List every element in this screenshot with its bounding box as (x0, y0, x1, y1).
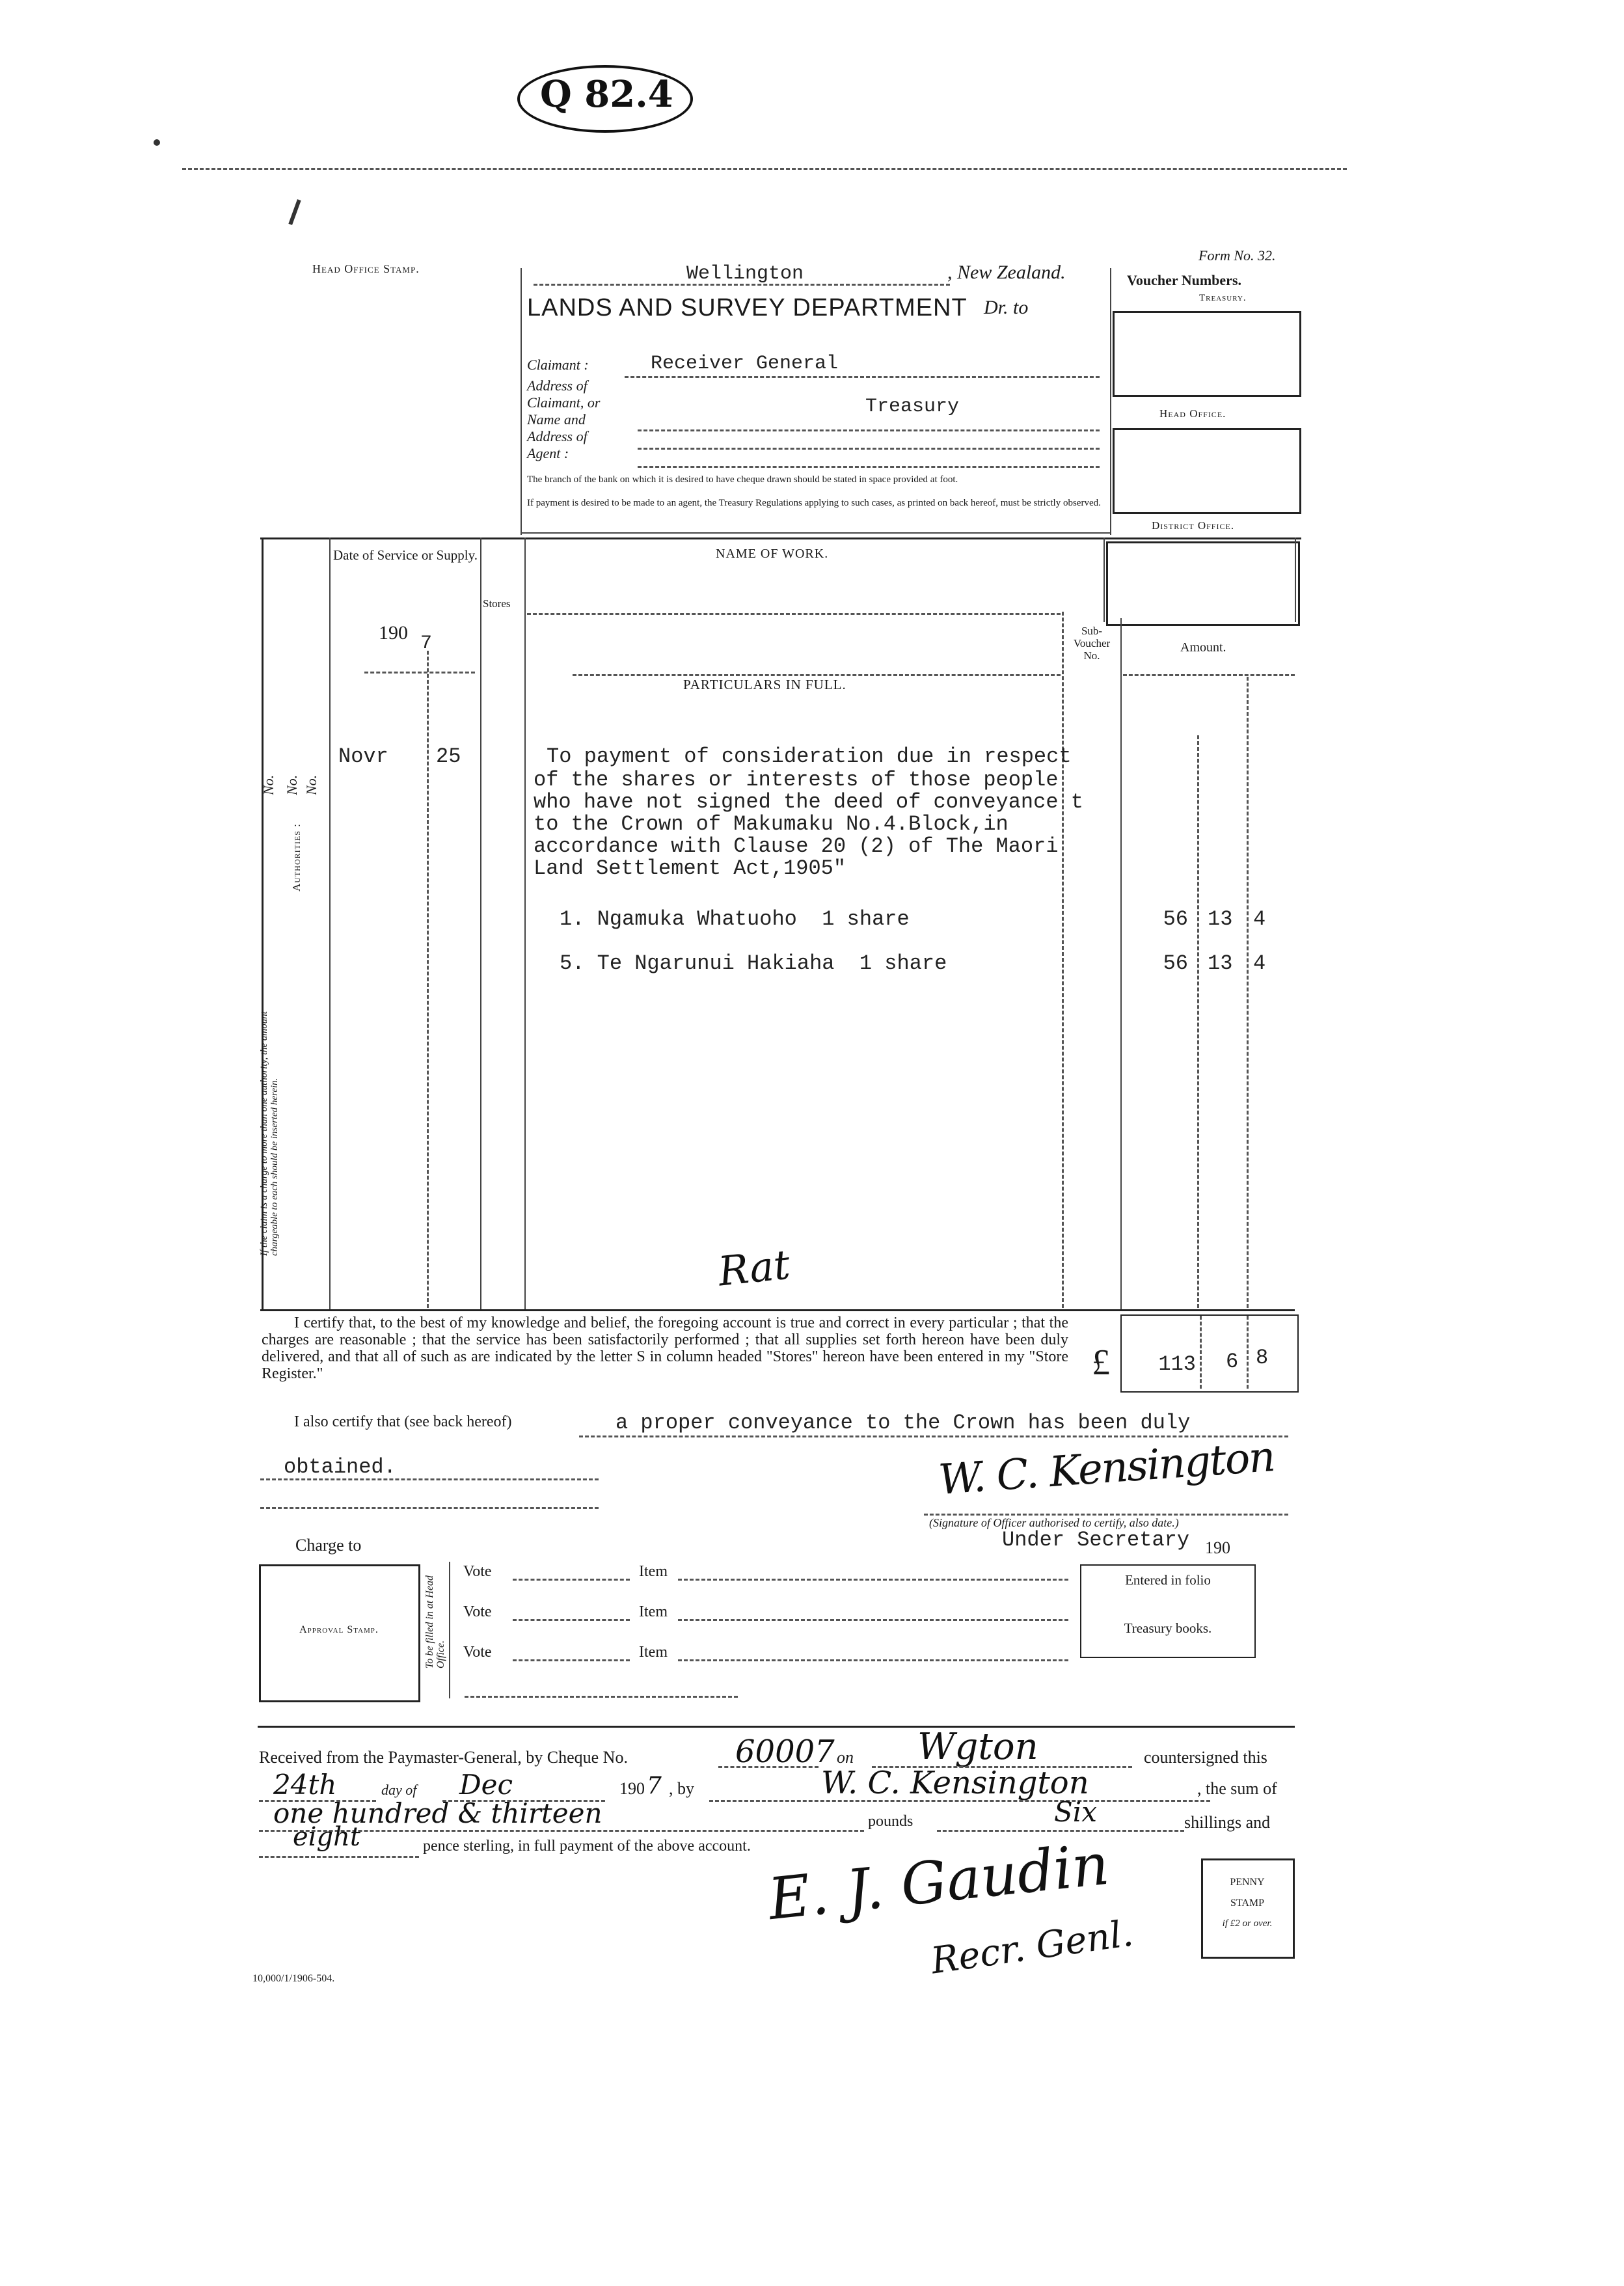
charge-to-label: Charge to (295, 1536, 362, 1555)
receipt-day-of: day of (381, 1782, 417, 1798)
item-1-pounds: 56 (1163, 907, 1188, 931)
table-year-suffix: 7 (420, 633, 433, 655)
receipt-cheque-line (718, 1766, 819, 1768)
voucher-head-office-label: Head Office. (1159, 407, 1226, 420)
item-1-label: 1. Ngamuka Whatuoho 1 share (560, 907, 910, 931)
bank-note-2: If payment is desired to be made to an agent, the Treasury Regulations applying to such cases, as printed on back hereof, must be strictly observed. (527, 498, 1101, 508)
officer-signature: W. C. Kensington (937, 1433, 1276, 1504)
item-1-shillings: 13 (1208, 907, 1233, 931)
signature-caption: (Signature of Officer authorised to certify, also date.) (929, 1516, 1179, 1529)
item-label-2: Item (639, 1603, 668, 1620)
subvoucher-col-rule (1120, 618, 1122, 1309)
item-line-1 (678, 1579, 1068, 1581)
name-of-work-header: NAME OF WORK. (716, 547, 829, 561)
date-year-line (364, 672, 475, 674)
item-label-3: Item (639, 1644, 668, 1661)
receipt-countersigned: countersigned this (1144, 1748, 1267, 1767)
particulars-top-line (573, 674, 1061, 676)
item-2-shillings: 13 (1208, 951, 1233, 975)
particulars-line-6: Land Settlement Act,1905" (534, 856, 846, 880)
name-of-work-line (527, 613, 1061, 615)
voucher-head-office-box (1113, 428, 1301, 514)
authorities-no-1: No. (260, 774, 277, 795)
address-label-3: Name and (527, 411, 586, 428)
also-certify-line-3 (260, 1507, 599, 1509)
dr-to: Dr. to (984, 297, 1029, 318)
vote-label-1: Vote (463, 1563, 492, 1580)
receipt-the-sum-of: , the sum of (1197, 1779, 1277, 1798)
claimant-name: Receiver General (651, 353, 839, 375)
receipt-year-suffix: 7 (647, 1773, 662, 1799)
date-header: Date of Service or Supply. (333, 547, 478, 563)
also-certify-text-2: obtained. (284, 1455, 396, 1479)
sub-voucher-header: Sub-Voucher No. (1073, 625, 1111, 662)
table-year: 190 (379, 622, 408, 644)
date-split-rule (427, 651, 429, 1308)
receipt-cheque-number: 60007 (735, 1734, 835, 1770)
item-label-1: Item (639, 1563, 668, 1580)
vote-line-1 (513, 1579, 630, 1581)
pence-col-rule (1247, 677, 1249, 1308)
amount-right-rule (1295, 537, 1296, 622)
receipt-countersigner-line (709, 1800, 1210, 1802)
scan-speck (288, 199, 301, 225)
also-certify-line-1 (579, 1436, 1288, 1437)
scan-speck (154, 139, 160, 146)
receiver-title: Recr. Genl. (928, 1912, 1136, 1983)
also-certify-label: I also certify that (see back hereof) (294, 1413, 512, 1430)
authorities-no-3: No. (303, 774, 319, 795)
receipt-year: 190 (619, 1779, 645, 1798)
address-label-2: Claimant, or (527, 394, 601, 411)
amount-header: Amount. (1180, 640, 1226, 655)
officer-year: 190 (1205, 1538, 1230, 1557)
amount-left-rule (1103, 537, 1105, 622)
item-line-3 (678, 1659, 1068, 1661)
item-1-pence: 4 (1253, 907, 1266, 931)
table-initials: Rat (716, 1240, 792, 1296)
particulars-line-5: accordance with Clause 20 (2) of The Maori (534, 834, 1059, 858)
receipt-pence-sterling: pence sterling, in full payment of the above account. (423, 1838, 751, 1855)
authorities-col-rule (329, 537, 331, 1309)
address-label-1: Address of (527, 377, 588, 394)
voucher-district-office-box (1106, 541, 1300, 626)
receipt-countersigner: W. C. Kensington (821, 1765, 1089, 1801)
place-line (534, 284, 950, 286)
total-pence: 8 (1256, 1346, 1269, 1370)
receipt-bank-place: Wgton (917, 1726, 1038, 1768)
table-top-rule (260, 537, 1301, 539)
authorities-no-2: No. (284, 774, 300, 795)
total-pounds: 113 (1158, 1352, 1196, 1376)
penny-stamp-text-2: STAMP (1230, 1898, 1265, 1909)
authorities-label: Authorities : (290, 823, 303, 891)
vote-line-2 (513, 1619, 630, 1621)
date-col-rule (480, 537, 481, 1309)
voucher-treasury-label: Treasury. (1199, 293, 1247, 303)
certification-text: I certify that, to the best of my knowledge and belief, the foregoing account is true and correct in every particular ; that the charges are reasonable ; that the service has been satisfactorily performed ; that all supplies set forth hereon have been duly delivered, and that all of such as are indicated by the letter S in column headed "Stores" hereon have been entered in my "Store Register." (262, 1314, 1068, 1382)
receipt-pence-line (259, 1856, 419, 1858)
date-month: Novr (338, 744, 388, 769)
date-day: 25 (436, 744, 461, 769)
total-shillings: 6 (1226, 1350, 1239, 1374)
claimant-line (625, 376, 1100, 378)
receipt-top-rule (258, 1726, 1295, 1728)
header-left-rule (521, 268, 522, 535)
country: , New Zealand. (947, 262, 1066, 283)
receipt-on: on (837, 1748, 854, 1767)
header-right-rule (1110, 268, 1111, 535)
address-line-2 (638, 448, 1100, 450)
item-line-2 (678, 1619, 1068, 1621)
vote-line-3 (513, 1659, 630, 1661)
address-label-5: Agent : (527, 445, 569, 461)
receiver-signature: E. J. Gaudin (765, 1830, 1113, 1933)
item-2-pence: 4 (1253, 951, 1266, 975)
receipt-received-from: Received from the Paymaster-General, by Cheque No. (259, 1748, 628, 1767)
bank-note-1: The branch of the bank on which it is desired to have cheque drawn should be stated in space provided at foot. (527, 474, 958, 485)
receipt-month: Dec (459, 1769, 513, 1801)
voucher-numbers-title: Voucher Numbers. (1127, 272, 1242, 288)
stores-col-rule (524, 537, 526, 1309)
shillings-col-rule (1197, 735, 1199, 1308)
total-divider-2 (1247, 1316, 1249, 1389)
item-2-pounds: 56 (1163, 951, 1188, 975)
head-office-stamp-label: Head Office Stamp. (312, 262, 420, 275)
vote-total-line (465, 1696, 738, 1698)
department-title: LANDS AND SURVEY DEPARTMENT (527, 294, 968, 321)
approval-stamp-label: Approval Stamp. (299, 1624, 379, 1635)
particulars-line-3: who have not signed the deed of conveyance t (534, 790, 1083, 814)
side-note: If the claim is a charge to more than one authority, the amount chargeable to each should be inserted herein. (259, 1011, 280, 1256)
filled-in-rule (449, 1562, 450, 1698)
particulars-line-2: of the shares or interests of those people (534, 768, 1059, 792)
officer-title: Under Secretary (1002, 1528, 1190, 1552)
receipt-pounds-label: pounds (868, 1813, 914, 1830)
filled-in-note: To be filled in at Head Office. (424, 1575, 446, 1668)
place: Wellington (686, 263, 804, 285)
treasury-books-label: Treasury books. (1124, 1620, 1212, 1636)
penny-stamp-text-1: PENNY (1230, 1877, 1265, 1888)
reference-number: Q 82.4 (540, 73, 673, 116)
receipt-day: 24th (273, 1769, 337, 1801)
receipt-pounds-words: one hundred & thirteen (273, 1797, 602, 1829)
receipt-by: , by (669, 1779, 694, 1798)
address-line-3 (638, 466, 1100, 468)
address-line-1 (638, 429, 1100, 431)
particulars-line-4: to the Crown of Makumaku No.4.Block,in (534, 812, 1008, 836)
claimant-label: Claimant : (527, 357, 589, 373)
vote-label-3: Vote (463, 1644, 492, 1661)
particulars-right-rule (1062, 612, 1064, 1308)
header-bottom-rule (521, 532, 1110, 534)
particulars-header: PARTICULARS IN FULL. (683, 677, 846, 692)
table-bottom-rule (260, 1309, 1295, 1311)
address-label-4: Address of (527, 428, 588, 444)
entered-folio-label: Entered in folio (1125, 1572, 1211, 1588)
item-2-label: 5. Te Ngarunui Hakiaha 1 share (560, 951, 947, 975)
also-certify-text: a proper conveyance to the Crown has been duly (616, 1411, 1191, 1435)
receipt-shillings-line (937, 1830, 1184, 1832)
claimant-address: Treasury (865, 396, 960, 418)
total-currency: £ (1092, 1342, 1110, 1383)
vote-label-2: Vote (463, 1603, 492, 1620)
receipt-shillings-words: Six (1054, 1796, 1097, 1828)
print-reference: 10,000/1/1906-504. (252, 1973, 335, 1984)
total-divider-1 (1200, 1316, 1202, 1389)
receipt-pence-words: eight (293, 1822, 360, 1852)
penny-stamp-text-3: if £2 or over. (1222, 1918, 1273, 1929)
voucher-treasury-box (1113, 311, 1301, 397)
particulars-line-1: To payment of consideration due in respect (547, 744, 1072, 769)
scan-line-top (182, 168, 1347, 170)
voucher-district-office-label: District Office. (1152, 519, 1235, 532)
stores-header: Stores (483, 597, 511, 610)
also-certify-line-2 (260, 1478, 599, 1480)
amount-header-line (1123, 674, 1295, 676)
officer-signature-line (924, 1514, 1288, 1516)
form-number: Form No. 32. (1198, 247, 1276, 264)
receipt-shillings-and: shillings and (1184, 1813, 1271, 1832)
